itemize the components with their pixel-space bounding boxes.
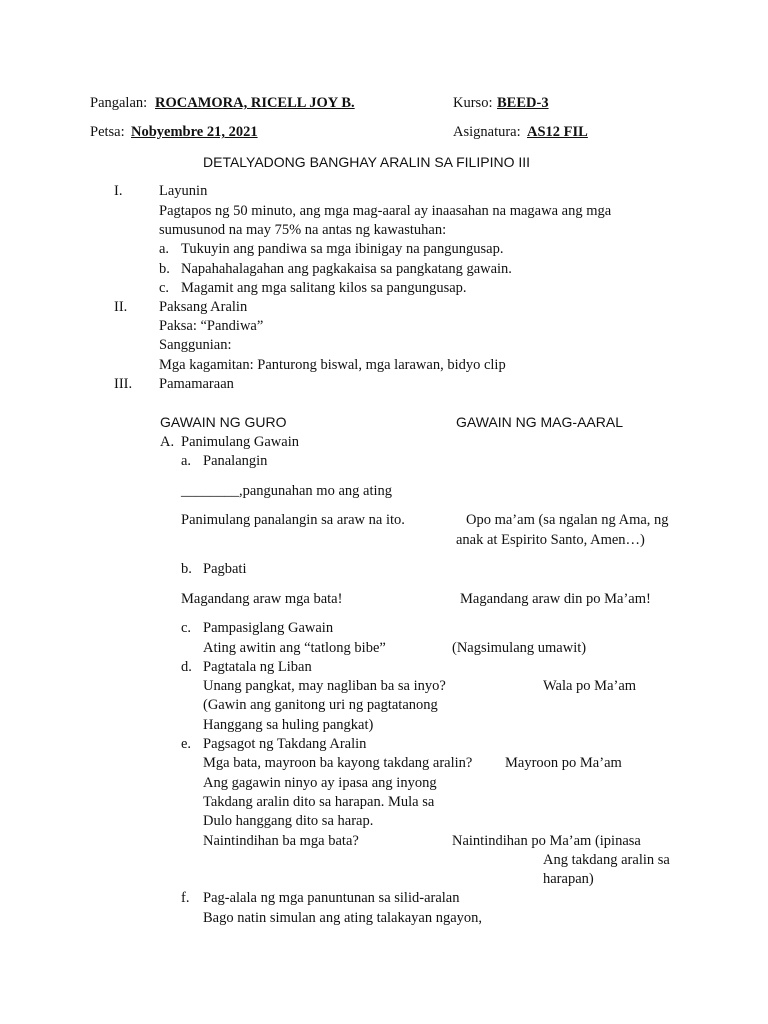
step-c-title: Pampasiglang Gawain: [203, 620, 334, 636]
step-e-teacher-line-2: Ang gagawin ninyo ay ipasa ang inyong: [203, 775, 437, 791]
step-c-teacher: Ating awitin ang “tatlong bibe”: [203, 640, 386, 656]
subsection-marker-a: A.: [160, 434, 175, 450]
course-label: Kurso:: [453, 95, 493, 111]
step-a-teacher-line-1: ________,pangunahan mo ang ating: [181, 483, 393, 499]
step-e-student-line-2: Naintindihan po Ma’am (ipinasa: [452, 833, 641, 849]
objective-intro-line-2: sumusunod na may 75% na antas ng kawastuhan:: [159, 222, 447, 238]
section-3-heading: Pamamaraan: [159, 376, 234, 392]
step-f-teacher-line-1: Bago natin simulan ang ating talakayan ngayon,: [203, 910, 483, 926]
subsection-title: Panimulang Gawain: [181, 434, 299, 450]
step-d-teacher-line-2: (Gawin ang ganitong uri ng pagtatanong: [203, 697, 438, 713]
step-e-teacher-line-5: Naintindihan ba mga bata?: [203, 833, 359, 849]
step-e-title: Pagsagot ng Takdang Aralin: [203, 736, 367, 752]
subject-label: Asignatura:: [453, 124, 521, 140]
step-f-title: Pag-alala ng mga panuntunan sa silid-aralan: [203, 890, 460, 906]
teacher-column-heading: GAWAIN NG GURO: [160, 414, 287, 430]
page-title: DETALYADONG BANGHAY ARALIN SA FILIPINO III: [203, 154, 531, 170]
step-d-student: Wala po Ma’am: [543, 678, 637, 694]
step-c-marker: c.: [181, 620, 192, 636]
objective-marker-b: b.: [159, 261, 170, 277]
step-b-marker: b.: [181, 561, 192, 577]
section-1-numeral: I.: [114, 183, 123, 199]
step-e-marker: e.: [181, 736, 192, 752]
step-e-student-line-1: Mayroon po Ma’am: [505, 755, 622, 771]
objective-intro-line-1: Pagtapos ng 50 minuto, ang mga mag-aaral ay inaasahan na magawa ang mga: [159, 203, 612, 219]
step-a-student-line-2: anak at Espirito Santo, Amen…): [456, 532, 645, 548]
step-a-marker: a.: [181, 453, 192, 469]
student-column-heading: GAWAIN NG MAG-AARAL: [456, 414, 623, 430]
objective-marker-c: c.: [159, 280, 170, 296]
step-e-teacher-line-4: Dulo hanggang dito sa harap.: [203, 813, 374, 829]
section-2-heading: Paksang Aralin: [159, 299, 248, 315]
step-e-teacher-line-3: Takdang aralin dito sa harapan. Mula sa: [203, 794, 435, 810]
step-e-teacher-line-1: Mga bata, mayroon ba kayong takdang aralin?: [203, 755, 473, 771]
reference-line: Sanggunian:: [159, 337, 232, 353]
step-f-marker: f.: [181, 890, 190, 906]
step-a-teacher-line-2: Panimulang panalangin sa araw na ito.: [181, 512, 405, 528]
step-b-title: Pagbati: [203, 561, 247, 577]
step-c-student: (Nagsimulang umawit): [452, 640, 587, 656]
name-label: Pangalan:: [90, 95, 148, 111]
step-b-student: Magandang araw din po Ma’am!: [460, 591, 651, 607]
objective-item-b: Napahahalagahan ang pagkakaisa sa pangkatang gawain.: [181, 261, 512, 277]
topic-line: Paksa: “Pandiwa”: [159, 318, 264, 334]
name-value: ROCAMORA, RICELL JOY B.: [155, 95, 355, 111]
step-e-student-line-4: harapan): [543, 871, 594, 887]
objective-item-a: Tukuyin ang pandiwa sa mga ibinigay na pangungusap.: [181, 241, 504, 257]
step-d-teacher-line-1: Unang pangkat, may nagliban ba sa inyo?: [203, 678, 446, 694]
step-d-title: Pagtatala ng Liban: [203, 659, 312, 675]
date-value: Nobyembre 21, 2021: [131, 124, 258, 140]
section-2-numeral: II.: [114, 299, 128, 315]
step-d-teacher-line-3: Hanggang sa huling pangkat): [203, 717, 374, 733]
step-d-marker: d.: [181, 659, 192, 675]
course-value: BEED-3: [497, 95, 549, 111]
step-a-student-line-1: Opo ma’am (sa ngalan ng Ama, ng: [466, 512, 669, 528]
step-a-title: Panalangin: [203, 453, 268, 469]
objective-item-c: Magamit ang mga salitang kilos sa pangungusap.: [181, 280, 467, 296]
section-3-numeral: III.: [114, 376, 133, 392]
date-label: Petsa:: [90, 124, 125, 140]
step-b-teacher: Magandang araw mga bata!: [181, 591, 343, 607]
objective-marker-a: a.: [159, 241, 170, 257]
subject-value: AS12 FIL: [527, 124, 588, 140]
materials-line: Mga kagamitan: Panturong biswal, mga larawan, bidyo clip: [159, 357, 506, 373]
section-1-heading: Layunin: [159, 183, 208, 199]
step-e-student-line-3: Ang takdang aralin sa: [543, 852, 670, 868]
